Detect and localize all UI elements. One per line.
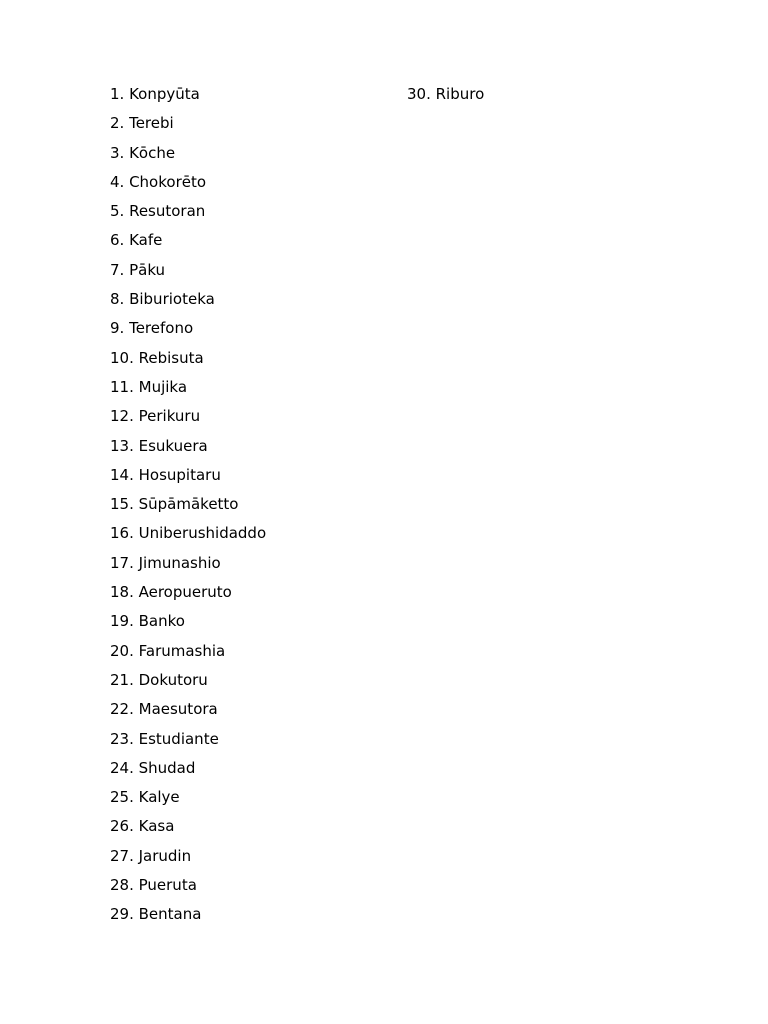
list-item: 14. Hosupitaru [110, 465, 221, 484]
list-item: 4. Chokorēto [110, 172, 207, 191]
list-item: 21. Dokutoru [110, 670, 208, 689]
list-item: 26. Kasa [110, 817, 175, 836]
list-item: 29. Bentana [110, 905, 202, 924]
list-item: 16. Uniberushidaddo [110, 524, 267, 543]
list-item: 22. Maesutora [110, 700, 218, 719]
list-item: 1. Konpyūta [110, 85, 200, 103]
list-item: 15. Sūpāmāketto [110, 495, 239, 514]
list-item: 18. Aeropueruto [110, 583, 232, 602]
list-item: 8. Biburioteka [110, 290, 215, 309]
list-item: 28. Pueruta [110, 876, 197, 895]
list-item: 12. Perikuru [110, 407, 201, 426]
list-item: 19. Banko [110, 612, 185, 631]
list-item: 10. Rebisuta [110, 348, 204, 367]
list-item: 23. Estudiante [110, 729, 219, 748]
list-item: 2. Terebi [110, 114, 174, 133]
list-item: 13. Esukuera [110, 436, 208, 455]
list-item: 25. Kalye [110, 788, 180, 807]
list-item: 5. Resutoran [110, 202, 206, 221]
list-item: 24. Shudad [110, 758, 196, 777]
word-list-left-column [110, 84, 266, 934]
list-item: 11. Mujika [110, 377, 188, 396]
list-item: 20. Farumashia [110, 641, 226, 660]
list-item: 7. Pāku [110, 260, 166, 279]
list-item: 17. Jimunashio [110, 553, 221, 572]
word-list-right-column [407, 84, 484, 113]
list-item: 9. Terefono [110, 319, 194, 338]
list-item: 30. Riburo [407, 85, 485, 103]
list-item: 27. Jarudin [110, 846, 192, 865]
list-item: 6. Kafe [110, 231, 163, 250]
list-item: 3. Kōche [110, 143, 176, 162]
